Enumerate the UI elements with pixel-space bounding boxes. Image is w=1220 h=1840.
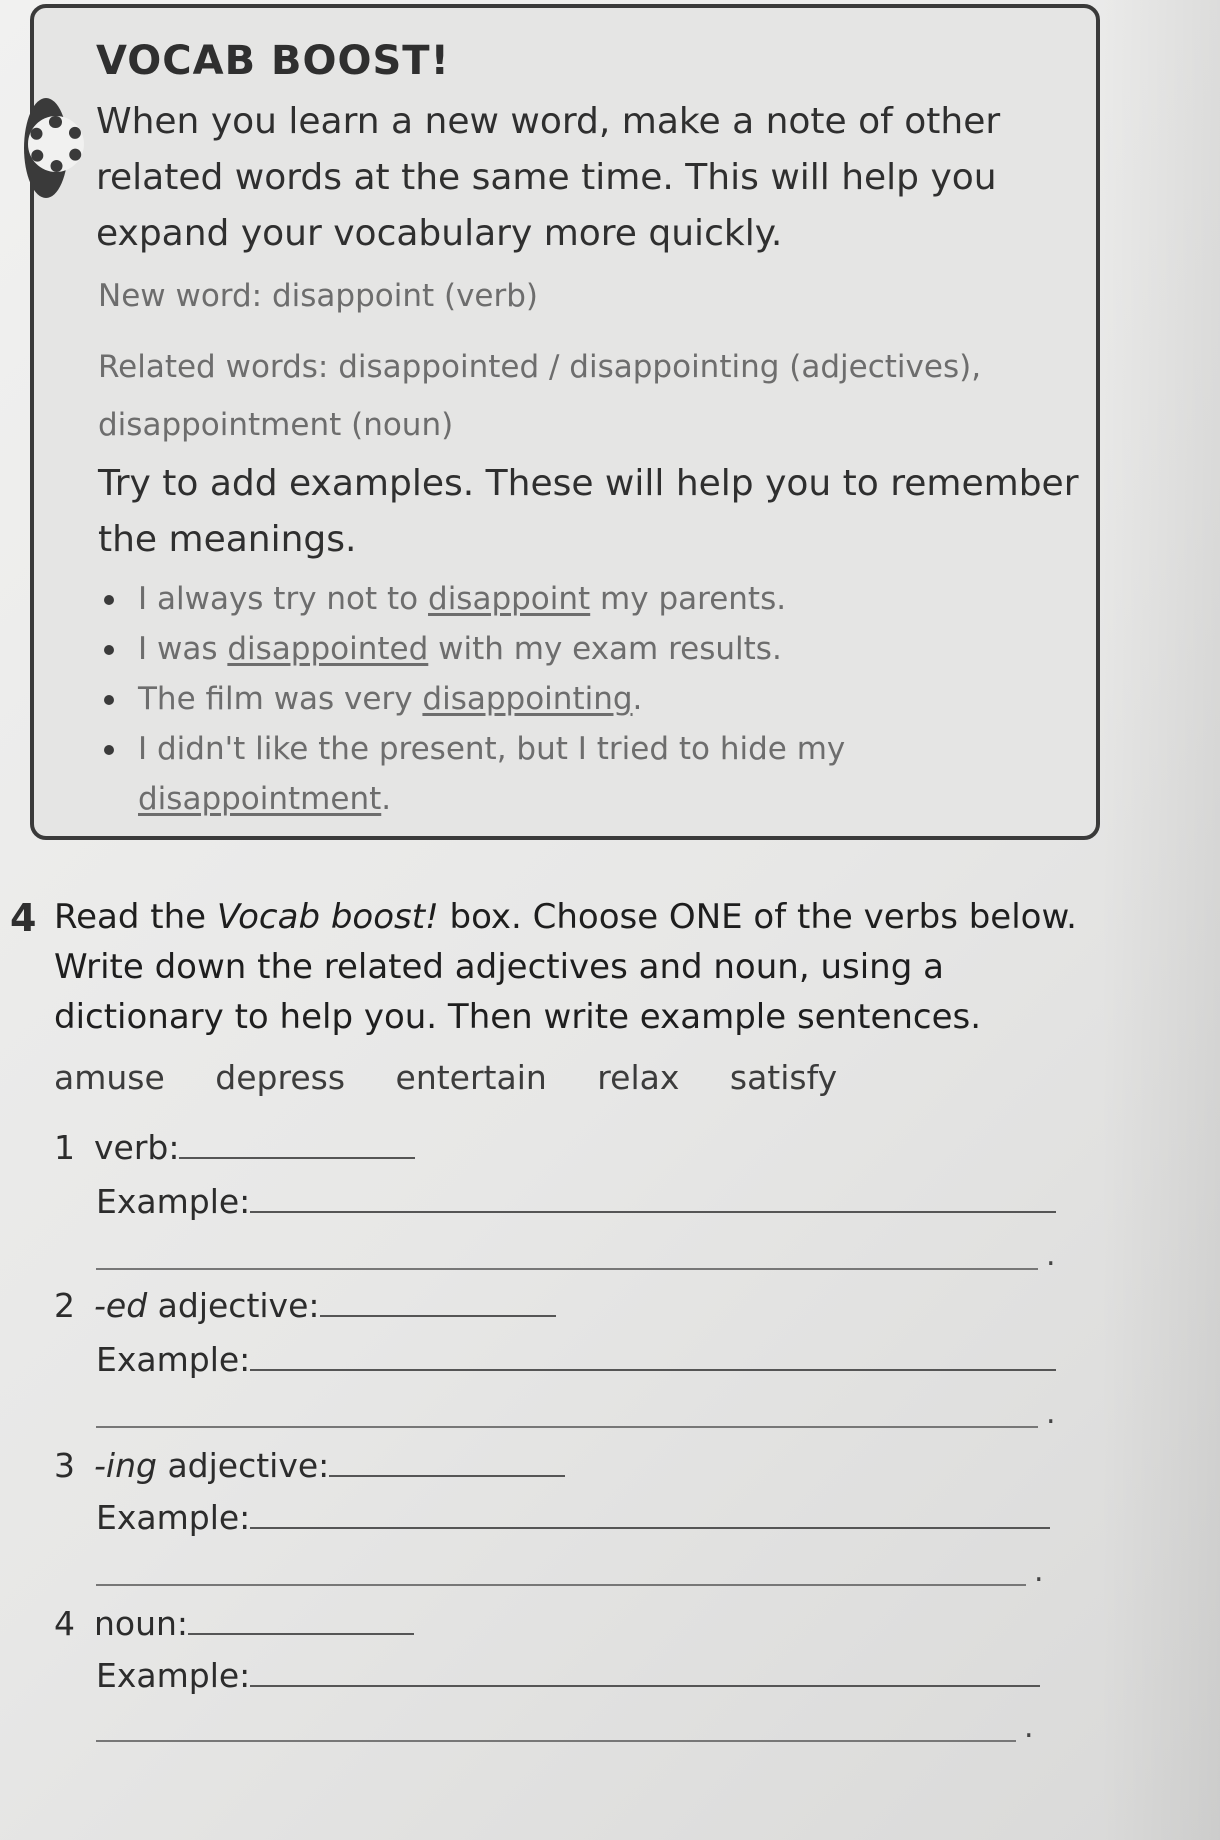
key-word: disappointing: [422, 681, 633, 717]
verb-option: depress: [215, 1058, 346, 1097]
example-blank[interactable]: [250, 1684, 1040, 1687]
item-verb: 1 verb:: [54, 1128, 415, 1167]
related-words-line: Related words: disappointed / disappointing (adjectives), disappointment (noun): [98, 349, 982, 443]
vocab-boost-title: VOCAB BOOST!: [96, 38, 450, 84]
example-label: Example:: [96, 1656, 1040, 1695]
key-word: disappointed: [227, 631, 429, 667]
verb-option: amuse: [54, 1058, 165, 1097]
verb-option: satisfy: [729, 1058, 838, 1097]
example-line[interactable]: [96, 1268, 1038, 1270]
exercise-number: 4: [10, 896, 37, 940]
example-item: The film was very disappointing.: [104, 674, 1004, 724]
example-item: I was disappointed with my exam results.: [104, 624, 1004, 674]
example-label: Example:: [96, 1182, 1056, 1221]
example-blank[interactable]: [250, 1210, 1056, 1213]
verb-option: entertain: [395, 1058, 547, 1097]
example-line[interactable]: [96, 1584, 1026, 1586]
answer-blank[interactable]: [179, 1156, 415, 1159]
example-item: I always try not to disappoint my parents.: [104, 574, 1004, 624]
example-line[interactable]: [96, 1426, 1038, 1428]
example-blank[interactable]: [250, 1526, 1050, 1529]
key-word: disappointment: [138, 781, 382, 817]
example-item: I didn't like the present, but I tried to hide my disappointment.: [104, 724, 1004, 824]
gear-icon: [28, 116, 84, 172]
vocab-boost-intro: When you learn a new word, make a note of other related words at the same time. This will help you expand your vocabulary more quickly.: [96, 101, 1001, 254]
example-blank[interactable]: [250, 1368, 1056, 1371]
line-period: .: [1024, 1710, 1034, 1745]
answer-blank[interactable]: [329, 1474, 565, 1477]
answer-blank[interactable]: [188, 1632, 414, 1635]
item-ed-adjective: 2 -ed adjective:: [54, 1286, 556, 1325]
verb-choices: [54, 1058, 877, 1097]
vocab-boost-box: [30, 4, 1100, 840]
verb-option: relax: [597, 1058, 680, 1097]
line-period: .: [1046, 1396, 1056, 1431]
item-ing-adjective: 3 -ing adjective:: [54, 1446, 565, 1485]
new-word-line: New word: disappoint (verb): [98, 278, 539, 314]
key-word: disappoint: [428, 581, 591, 617]
example-label: Example:: [96, 1340, 1056, 1379]
exercise-instruction: Read the Vocab boost! box. Choose ONE of the verbs below. Write down the related adjectives and noun, using a dictionary to help you. Then write example sentences.: [54, 897, 1077, 1037]
line-period: .: [1034, 1554, 1044, 1589]
page-shadow: [1100, 0, 1220, 1840]
try-examples-text: Try to add examples. These will help you to remember the meanings.: [98, 463, 1079, 560]
line-period: .: [1046, 1238, 1056, 1273]
answer-blank[interactable]: [320, 1314, 556, 1317]
example-line[interactable]: [96, 1740, 1016, 1742]
example-label: Example:: [96, 1498, 1050, 1537]
example-list: [104, 574, 1004, 824]
item-noun: 4 noun:: [54, 1604, 414, 1643]
